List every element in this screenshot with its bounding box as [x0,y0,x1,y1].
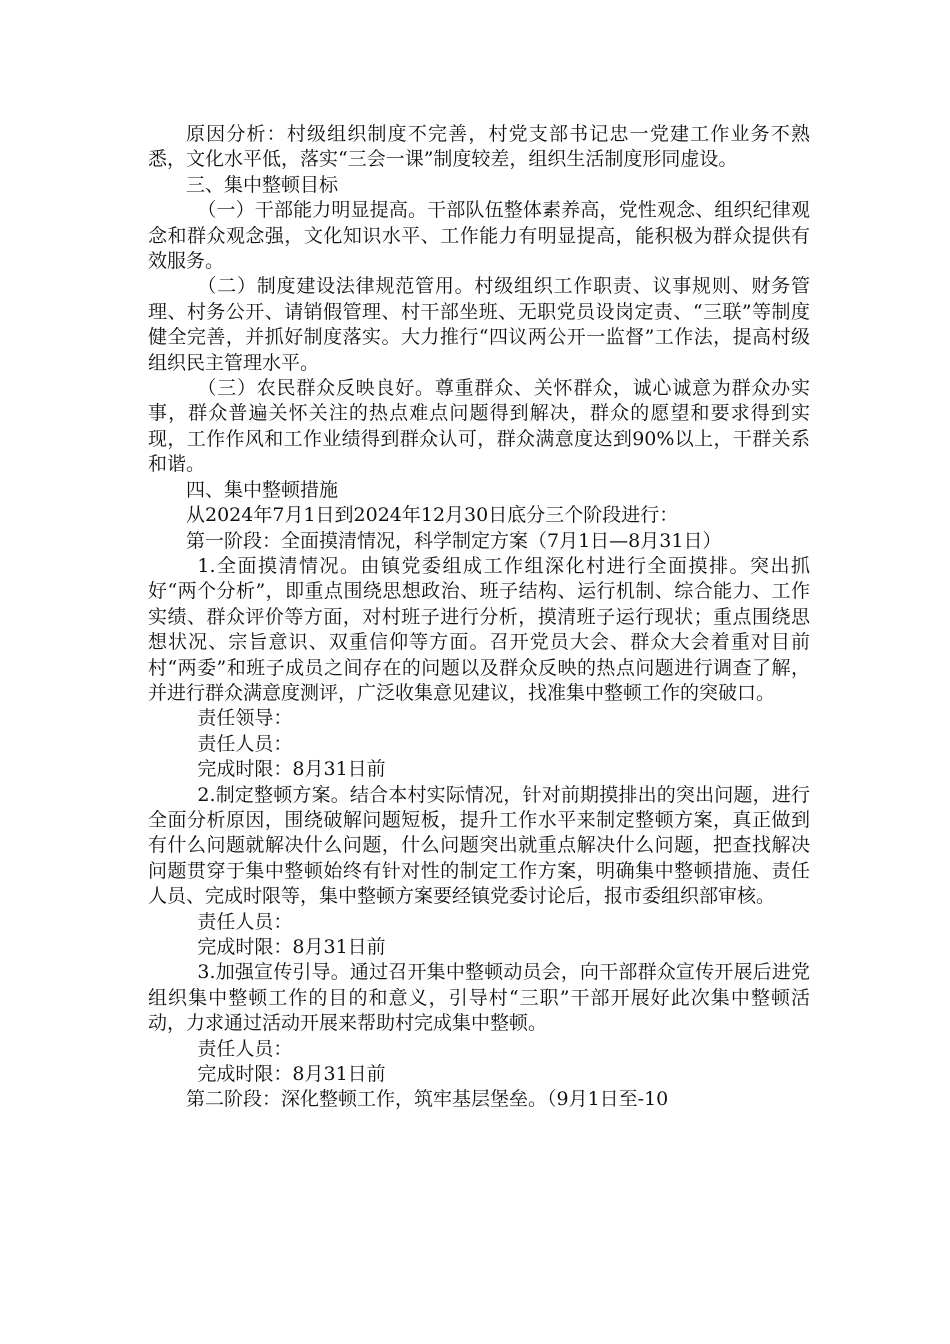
paragraph-cause-analysis: 原因分析：村级组织制度不完善，村党支部书记忠一党建工作业务不熟悉，文化水平低，落实“三会一课”制度较差，组织生活制度形同虚设。 [148,123,810,171]
phase-heading-2: 第二阶段：深化整顿工作，筑牢基层堡垒。（9月1日至-10 [186,1088,669,1111]
field-responsible-leader: 责任领导： [197,707,293,730]
field-deadline: 完成时限：8月31日前 [197,758,386,781]
field-deadline: 完成时限：8月31日前 [197,1063,386,1086]
section-heading-measures: 四、集中整顿措施 [186,478,339,501]
field-responsible-person: 责任人员： [197,732,293,755]
paragraph-goal-3: （三）农民群众反映良好。尊重群众、关怀群众，诚心诚意为群众办实事，群众普遍关怀关注的热点难点问题得到解决，群众的愿望和要求得到实现，工作作风和工作业绩得到群众认可，群众满意度达到90%以上，干群关系和谐。 [148,377,810,476]
paragraph-goal-2: （二）制度建设法律规范管用。村级组织工作职责、议事规则、财务管理、村务公开、请销假管理、村干部坐班、无职党员设岗定责、“三联”等制度健全完善，并抓好制度落实。大力推行“四议两公开一监督”工作法，提高村级组织民主管理水平。 [148,275,810,374]
paragraph-goal-1: （一）干部能力明显提高。干部队伍整体素养高，党性观念、组织纪律观念和群众观念强，文化知识水平、工作能力有明显提高，能积极为群众提供有效服务。 [148,199,810,273]
field-responsible-person: 责任人员： [197,910,293,933]
paragraph-step-1: 1.全面摸清情况。由镇党委组成工作组深化村进行全面摸排。突出抓好“两个分析”，即重点围绕思想政治、班子结构、运行机制、综合能力、工作实绩、群众评价等方面，对村班子进行分析，摸清班子运行现状；重点围绕思想状况、宗旨意识、双重信仰等方面。召开党员大会、群众大会着重对目前村“两委”和班子成员之间存在的问题以及群众反映的热点问题进行调查了解，并进行群众满意度测评，广泛收集意见建议，找准集中整顿工作的突破口。 [148,554,810,704]
field-deadline: 完成时限：8月31日前 [197,936,386,958]
paragraph-schedule: 从2024年7月1日到2024年12月30日底分三个阶段进行： [186,504,679,527]
document-body [148,122,810,1113]
paragraph-step-2: 2.制定整顿方案。结合本村实际情况，针对前期摸排出的突出问题，进行全面分析原因，围绕破解问题短板，提升工作水平来制定整顿方案，真正做到有什么问题就解决什么问题，什么问题突出就重点解决什么问题，把查找解决问题贯穿于集中整顿始终有针对性的制定工作方案，明确集中整顿措施、责任人员、完成时限等，集中整顿方案要经镇党委讨论后，报市委组织部审核。 [148,783,810,908]
section-heading-goals: 三、集中整顿目标 [186,173,339,196]
phase-heading-1: 第一阶段：全面摸清情况，科学制定方案（7月1日—8月31日） [186,529,722,552]
paragraph-step-3: 3.加强宣传引导。通过召开集中整顿动员会，向干部群众宣传开展后进党组织集中整顿工作的目的和意义，引导村“三职”干部开展好此次集中整顿活动，力求通过活动开展来帮助村完成集中整顿。 [148,961,810,1035]
field-responsible-person: 责任人员： [197,1037,293,1060]
